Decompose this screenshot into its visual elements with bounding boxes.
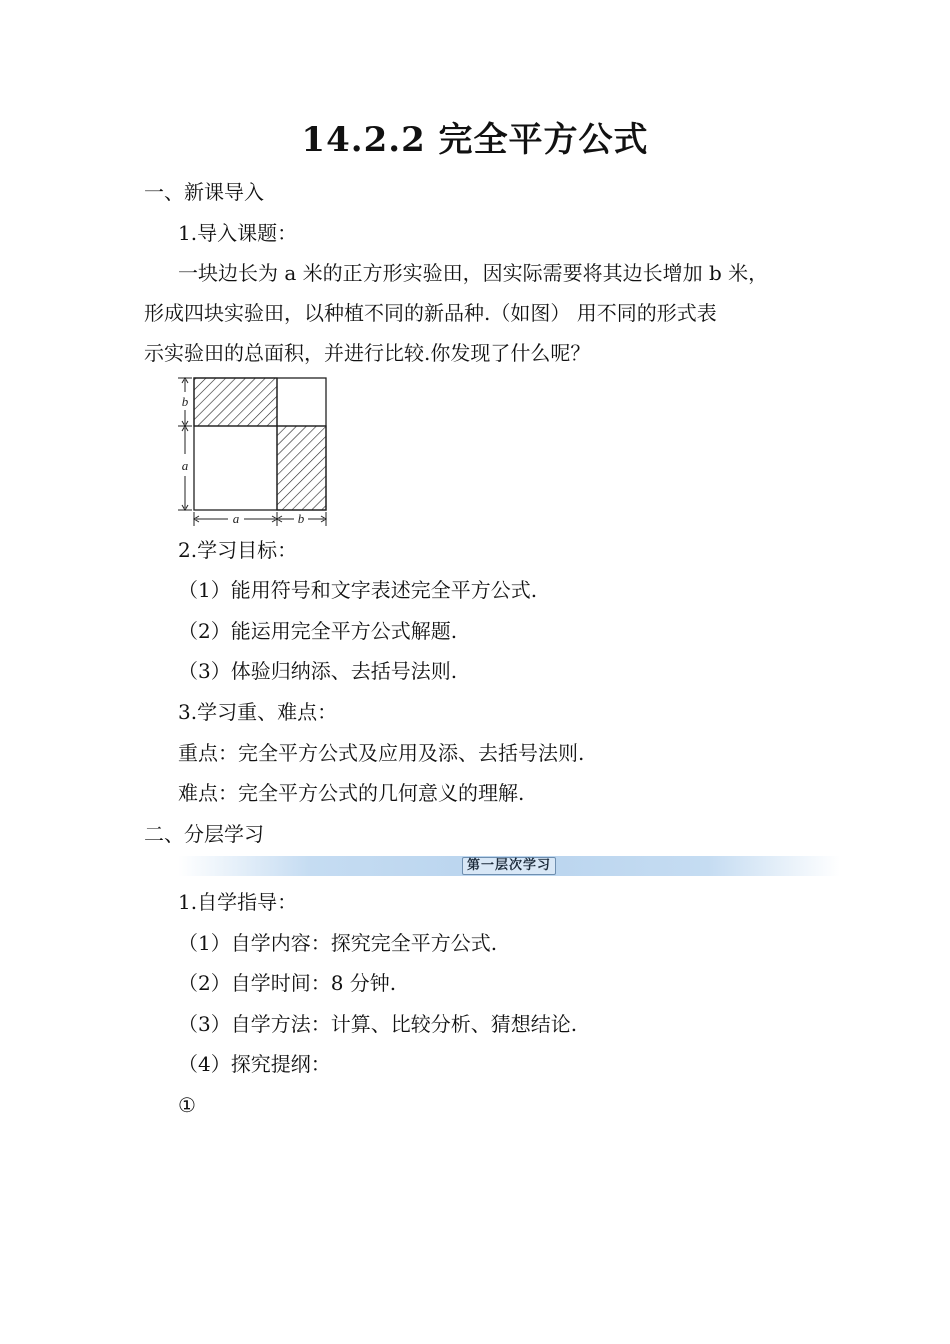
key-difficult-heading: 3.学习重、难点：	[178, 700, 338, 724]
figure-label-b-left: b	[181, 394, 189, 409]
section2-heading: 二、分层学习	[144, 822, 264, 846]
guide-item-2: （2）自学时间：8 分钟.	[178, 971, 397, 995]
guide-item-4: （4）探究提纲：	[178, 1052, 331, 1076]
circle-item-1: ①	[178, 1093, 196, 1117]
figure-label-a-left: a	[181, 458, 189, 473]
intro-heading: 1.导入课题：	[178, 221, 298, 245]
page-title: 14.2.2 完全平方公式	[301, 120, 649, 160]
goal-item-1: （1）能用符号和文字表述完全平方公式.	[178, 578, 538, 602]
goals-heading: 2.学习目标：	[178, 538, 298, 562]
difficult-point: 难点：完全平方公式的几何意义的理解.	[178, 781, 525, 805]
section1-heading: 一、新课导入	[144, 180, 264, 204]
square-area-figure	[172, 372, 332, 528]
intro-line-1: 一块边长为 a 米的正方形实验田，因实际需要将其边长增加 b 米，	[178, 261, 769, 285]
level-banner	[178, 856, 840, 876]
figure-label-a-bottom: a	[232, 511, 240, 526]
goal-item-2: （2）能运用完全平方公式解题.	[178, 619, 458, 643]
level-banner-label: 第一层次学习	[462, 857, 556, 875]
goal-item-3: （3）体验归纳添、去括号法则.	[178, 659, 458, 683]
intro-line-2: 形成四块实验田，以种植不同的新品种.（如图） 用不同的形式表	[144, 301, 717, 325]
guide-item-3: （3）自学方法：计算、比较分析、猜想结论.	[178, 1012, 578, 1036]
hatched-top-rect	[194, 378, 277, 426]
guide-heading: 1.自学指导：	[178, 890, 298, 914]
key-point: 重点：完全平方公式及应用及添、去括号法则.	[178, 741, 585, 765]
figure-label-b-bottom: b	[297, 511, 305, 526]
hatched-right-rect	[277, 426, 326, 510]
guide-item-1: （1）自学内容：探究完全平方公式.	[178, 931, 498, 955]
intro-line-3: 示实验田的总面积，并进行比较.你发现了什么呢？	[144, 341, 591, 365]
